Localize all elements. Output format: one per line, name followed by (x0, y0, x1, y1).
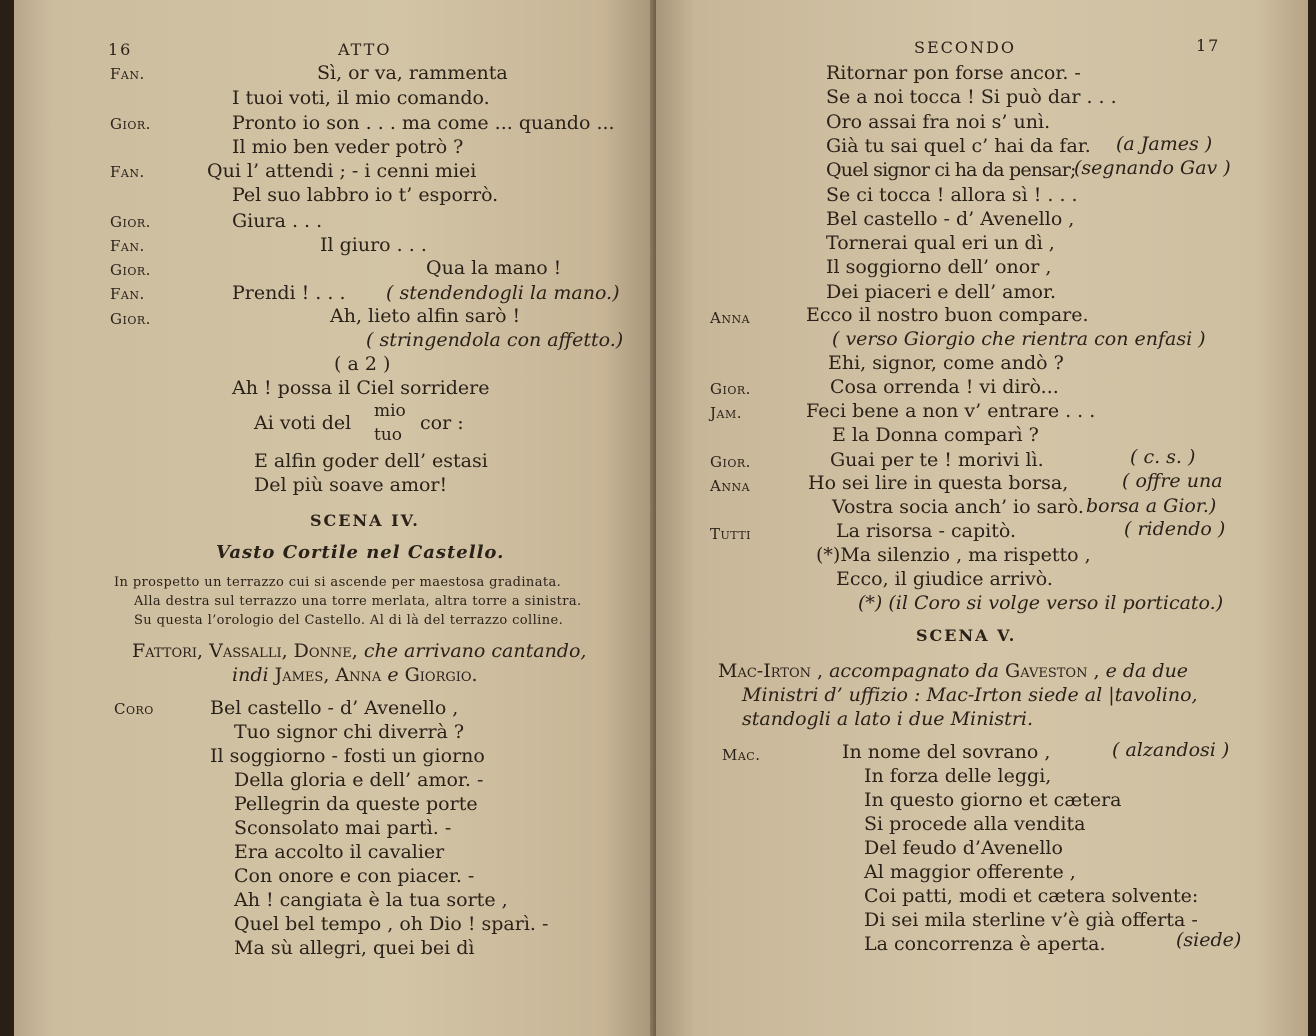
verse-line: Feci bene a non v’ entrare . . . (806, 400, 1096, 422)
speaker: Gior. (110, 115, 151, 133)
verse-line: Guai per te ! morivi lì. (830, 449, 1044, 471)
a-due: ( a 2 ) (334, 353, 391, 375)
character-name: Mac-Irton , (718, 660, 824, 682)
stage-direction: ( stringendola con affetto.) (366, 329, 624, 351)
verse-line: Il giuro . . . (320, 234, 427, 256)
scene-description: standogli a lato i due Ministri. (742, 708, 1034, 730)
verse-line: Tornerai qual eri un dì , (826, 232, 1055, 254)
scene-description: Ministri d’ uffizio : Mac-Irton siede al |tavolino, (742, 684, 1198, 706)
scene-description: Su questa l’orologio del Castello. Al di là del terrazzo colline. (134, 613, 564, 628)
verse-line: Ai voti del (254, 412, 352, 434)
verse-line: La risorsa - capitò. (836, 520, 1016, 542)
right-page (656, 0, 1308, 1036)
verse-line: Già tu sai quel c’ hai da far. (826, 135, 1091, 157)
speaker: Fan. (110, 163, 145, 181)
verse-line: E la Donna comparì ? (832, 424, 1039, 446)
stage-direction: ( c. s. ) (1130, 446, 1196, 468)
verse-line: Dei piaceri e dell’ amor. (826, 281, 1056, 303)
stage-direction: ( stendendogli la mano.) (386, 282, 620, 304)
verse-line: Pel suo labbro io t’ esporrò. (232, 184, 499, 206)
verse-line: Del più soave amor! (254, 474, 448, 496)
scene-heading: SCENA V. (916, 626, 1017, 645)
verse-line: In questo giorno et cætera (864, 789, 1122, 811)
verse-line: Del feudo d’Avenello (864, 837, 1063, 859)
verse-line: In nome del sovrano , (842, 741, 1051, 763)
cast-action: che arrivano cantando, (363, 640, 587, 662)
verse-line: Bel castello - d’ Avenello , (210, 697, 459, 719)
speaker: Gior. (110, 213, 151, 231)
cast-line (232, 664, 478, 686)
verse-line: Al maggior offerente , (864, 861, 1076, 883)
cast-names: Giorgio. (404, 664, 478, 686)
verse-line: Ecco il nostro buon compare. (806, 304, 1089, 326)
speaker: Coro (114, 700, 154, 718)
stage-direction: ( alzandosi ) (1112, 739, 1230, 761)
verse-line: Ho sei lire in questa borsa, (808, 472, 1069, 494)
footnote: (*) (il Coro si volge verso il porticato.) (858, 592, 1224, 614)
scene-description: In prospetto un terrazzo cui si ascende per maestosa gradinata. (114, 575, 562, 590)
speaker: Jam. (710, 404, 742, 422)
verse-variant: tuo (374, 425, 403, 445)
verse-line: Ecco, il giudice arrivò. (836, 568, 1053, 590)
speaker: Mac. (722, 746, 761, 764)
scene-description (718, 660, 1188, 682)
verse-line: Qui l’ attendi ; - i cenni miei (207, 160, 477, 182)
verse-line: Pellegrin da queste porte (234, 793, 478, 815)
cast-action: indi (232, 664, 269, 686)
verse-line: La concorrenza è aperta. (864, 933, 1106, 955)
verse-line: Ah ! cangiata è la tua sorte , (234, 889, 508, 911)
speaker: Anna (710, 477, 751, 495)
verse-line: Coi patti, modi et cætera solvente: (864, 885, 1199, 907)
speaker: Gior. (710, 380, 751, 398)
verse-line: Bel castello - d’ Avenello , (826, 208, 1075, 230)
stage-direction: ( ridendo ) (1124, 518, 1226, 540)
cast-action: e (387, 664, 399, 686)
verse-line: Se a noi tocca ! Si può dar . . . (826, 86, 1117, 108)
character-name: Gaveston , (1005, 660, 1100, 682)
stage-direction: (segnando Gav ) (1074, 157, 1231, 179)
verse-line: Prendi ! . . . (232, 282, 346, 304)
verse-line: Si procede alla vendita (864, 813, 1086, 835)
verse-line: Sì, or va, rammenta (317, 62, 508, 84)
verse-line: Ritornar pon forse ancor. - (826, 62, 1081, 84)
verse-line: Tuo signor chi diverrà ? (234, 721, 465, 743)
verse-line: Il mio ben veder potrò ? (232, 136, 464, 158)
verse-line: Quel signor ci ha da pensar; (826, 159, 1076, 181)
cast-names: James, Anna (274, 664, 382, 686)
speaker: Gior. (110, 261, 151, 279)
stage-direction: ( offre una (1122, 470, 1223, 492)
description-text: accompagnato da (829, 660, 999, 682)
verse-line: Giura . . . (232, 210, 323, 232)
running-head: ATTO (338, 40, 392, 59)
scene-heading: SCENA IV. (310, 511, 420, 530)
verse-line: Se ci tocca ! allora sì ! . . . (826, 184, 1078, 206)
speaker: Fan. (110, 65, 145, 83)
verse-line: Il soggiorno - fosti un giorno (210, 745, 485, 767)
running-head: SECONDO (914, 38, 1016, 57)
verse-line: Ah ! possa il Ciel sorridere (232, 377, 490, 399)
verse-line: Sconsolato mai partì. - (234, 817, 452, 839)
verse-line: Di sei mila sterline v’è già offerta - (864, 909, 1198, 931)
description-text: e da due (1105, 660, 1189, 682)
verse-line: Oro assai fra noi s’ unì. (826, 111, 1051, 133)
stage-direction: (siede) (1176, 929, 1242, 951)
stage-direction: ( verso Giorgio che rientra con enfasi ) (832, 328, 1206, 350)
verse-line: Qua la mano ! (426, 257, 562, 279)
left-page (14, 0, 654, 1036)
verse-line: Vostra socia anch’ io sarò. (832, 496, 1084, 518)
verse-line: Della gloria e dell’ amor. - (234, 769, 484, 791)
verse-line: (*)Ma silenzio , ma rispetto , (816, 544, 1091, 566)
speaker: Gior. (110, 310, 151, 328)
verse-line: E alfin goder dell’ estasi (254, 450, 488, 472)
cast-line (132, 640, 586, 662)
verse-line: Con onore e con piacer. - (234, 865, 475, 887)
verse-line: Ma sù allegri, quei bei dì (234, 937, 475, 959)
speaker: Anna (710, 309, 751, 327)
stage-direction: borsa a Gior.) (1086, 495, 1217, 517)
page-number: 17 (1196, 36, 1221, 55)
verse-line: Ehi, signor, come andò ? (828, 352, 1064, 374)
speaker: Gior. (710, 453, 751, 471)
verse-line: Cosa orrenda ! vi dirò... (830, 376, 1059, 398)
verse-line: I tuoi voti, il mio comando. (232, 87, 490, 109)
verse-line: Quel bel tempo , oh Dio ! sparì. - (234, 913, 549, 935)
verse-line: Ah, lieto alfin sarò ! (330, 305, 521, 327)
scene-description: Alla destra sul terrazzo una torre merlata, altra torre a sinistra. (134, 594, 582, 609)
verse-variant: mio (374, 401, 406, 421)
speaker: Fan. (110, 285, 145, 303)
verse-line: cor : (420, 412, 464, 434)
page-number: 16 (108, 40, 133, 59)
speaker: Fan. (110, 237, 145, 255)
verse-line: In forza delle leggi, (864, 765, 1052, 787)
verse-line: Era accolto il cavalier (234, 841, 445, 863)
speaker: Tutti (710, 525, 751, 543)
scene-location: Vasto Cortile nel Castello. (216, 542, 505, 563)
verse-line: Il soggiorno dell’ onor , (826, 256, 1052, 278)
cast-names: Fattori, Vassalli, Donne, (132, 640, 358, 662)
verse-line: Pronto io son . . . ma come ... quando ... (232, 112, 615, 134)
stage-direction: (a James ) (1116, 133, 1213, 155)
